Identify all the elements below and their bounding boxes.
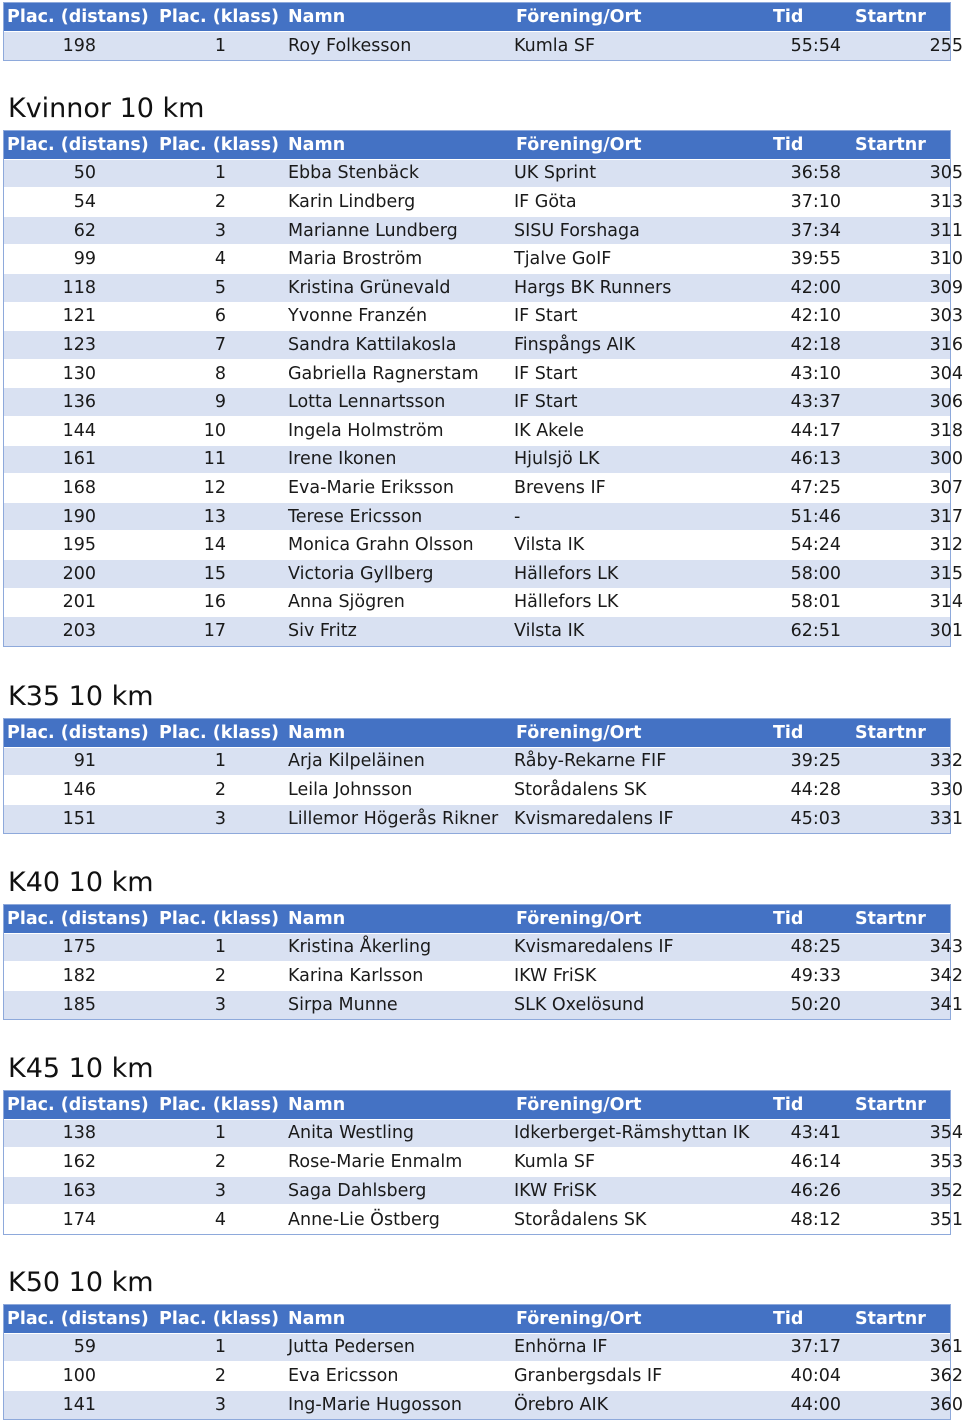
column-header-place-class: Plac. (klass) [159, 1094, 280, 1115]
table-row [4, 303, 963, 332]
cell-place-class: 11 [203, 449, 226, 470]
cell-start-number: 310 [929, 249, 963, 270]
cell-club: IKW FriSK [514, 965, 597, 986]
cell-time: 48:12 [790, 1209, 841, 1230]
cell-club: SLK Oxelösund [514, 995, 645, 1016]
table-row [4, 331, 963, 360]
cell-place-class: 15 [203, 563, 226, 584]
cell-time: 46:14 [790, 1151, 841, 1172]
cell-start-number: 306 [929, 392, 963, 413]
column-header-time: Tid [773, 908, 804, 929]
cell-name: Anita Westling [288, 1123, 415, 1144]
cell-place-class: 10 [203, 420, 226, 441]
cell-time: 37:34 [790, 220, 841, 241]
cell-name: Anna Sjögren [288, 592, 405, 613]
column-header-club: Förening/Ort [516, 722, 642, 743]
table-row [4, 1177, 963, 1206]
table-row [4, 446, 963, 475]
cell-time: 46:26 [790, 1180, 841, 1201]
cell-club: Brevens IF [514, 477, 606, 498]
column-header-time: Tid [773, 1094, 804, 1115]
cell-start-number: 352 [929, 1180, 963, 1201]
column-header-place-overall: Plac. (distans) [7, 134, 149, 155]
cell-time: 49:33 [790, 965, 841, 986]
cell-place-class: 3 [214, 220, 226, 241]
column-header-name: Namn [288, 1094, 346, 1115]
cell-name: Gabriella Ragnerstam [288, 363, 479, 384]
cell-start-number: 315 [929, 563, 963, 584]
cell-place-overall: 62 [73, 220, 96, 241]
column-header-start-number: Startnr [855, 6, 926, 27]
cell-time: 37:17 [790, 1337, 841, 1358]
cell-name: Roy Folkesson [288, 35, 412, 56]
cell-start-number: 343 [929, 937, 963, 958]
cell-name: Saga Dahlsberg [288, 1180, 427, 1201]
cell-place-overall: 163 [62, 1180, 96, 1201]
cell-name: Lillemor Högerås Rikner [288, 809, 499, 830]
cell-place-overall: 118 [62, 277, 96, 298]
cell-place-overall: 123 [62, 334, 96, 355]
cell-place-class: 4 [214, 1209, 226, 1230]
cell-name: Eva Ericsson [288, 1365, 399, 1386]
column-header-place-class: Plac. (klass) [159, 722, 280, 743]
column-header-start-number: Startnr [855, 134, 926, 155]
table-row [4, 217, 963, 246]
cell-start-number: 313 [929, 191, 963, 212]
cell-start-number: 314 [929, 592, 963, 613]
cell-place-class: 2 [214, 965, 226, 986]
cell-name: Leila Johnsson [288, 779, 413, 800]
column-header-start-number: Startnr [855, 722, 926, 743]
cell-time: 43:41 [790, 1123, 841, 1144]
cell-place-class: 14 [203, 535, 226, 556]
cell-club: Hällefors LK [514, 592, 619, 613]
table-row [4, 589, 963, 618]
column-header-place-overall: Plac. (distans) [7, 1094, 149, 1115]
column-header-time: Tid [773, 1308, 804, 1329]
cell-start-number: 301 [929, 621, 963, 642]
cell-place-overall: 121 [62, 306, 96, 327]
cell-place-overall: 146 [62, 779, 96, 800]
cell-name: Sandra Kattilakosla [288, 334, 457, 355]
cell-club: Vilsta IK [514, 621, 585, 642]
cell-place-overall: 136 [62, 392, 96, 413]
table-row [4, 188, 963, 217]
cell-place-overall: 99 [73, 249, 96, 270]
cell-place-overall: 91 [73, 751, 96, 772]
cell-time: 47:25 [790, 477, 841, 498]
cell-start-number: 361 [929, 1337, 963, 1358]
cell-start-number: 331 [929, 809, 963, 830]
cell-name: Yvonne Franzén [288, 306, 428, 327]
table-row [4, 388, 963, 417]
results-table [3, 1090, 963, 1235]
table-header-row [4, 3, 950, 32]
cell-place-overall: 198 [62, 35, 96, 56]
table-row [4, 531, 963, 560]
cell-club: Storådalens SK [514, 779, 647, 800]
cell-place-overall: 161 [62, 449, 96, 470]
column-header-club: Förening/Ort [516, 134, 642, 155]
column-header-name: Namn [288, 134, 346, 155]
cell-place-class: 1 [214, 35, 226, 56]
cell-place-overall: 190 [62, 506, 96, 527]
cell-start-number: 303 [929, 306, 963, 327]
cell-name: Karina Karlsson [288, 965, 424, 986]
cell-start-number: 354 [929, 1123, 963, 1144]
section-title: K40 10 km [8, 867, 154, 898]
table-row [4, 991, 963, 1020]
cell-place-overall: 59 [73, 1337, 96, 1358]
cell-name: Terese Ericsson [288, 506, 423, 527]
cell-name: Lotta Lennartsson [288, 392, 446, 413]
column-header-place-class: Plac. (klass) [159, 6, 280, 27]
cell-name: Kristina Åkerling [288, 937, 432, 958]
cell-place-class: 1 [214, 751, 226, 772]
cell-place-overall: 141 [62, 1395, 96, 1416]
cell-place-class: 5 [214, 277, 226, 298]
cell-start-number: 353 [929, 1151, 963, 1172]
cell-club: UK Sprint [514, 163, 597, 184]
cell-name: Siv Fritz [288, 621, 357, 642]
table-row [4, 417, 963, 446]
cell-place-class: 3 [214, 1180, 226, 1201]
column-header-place-overall: Plac. (distans) [7, 908, 149, 929]
table-row [4, 934, 963, 963]
cell-club: Örebro AIK [514, 1395, 609, 1416]
cell-club: Storådalens SK [514, 1209, 647, 1230]
cell-start-number: 341 [929, 995, 963, 1016]
cell-name: Anne-Lie Östberg [288, 1209, 440, 1230]
cell-place-class: 2 [214, 1365, 226, 1386]
cell-place-overall: 200 [62, 563, 96, 584]
table-header-row [4, 905, 950, 934]
table-row [4, 474, 963, 503]
cell-place-overall: 144 [62, 420, 96, 441]
cell-place-overall: 151 [62, 809, 96, 830]
table-row [4, 805, 963, 834]
cell-place-class: 9 [214, 392, 226, 413]
cell-start-number: 342 [929, 965, 963, 986]
cell-club: - [514, 506, 521, 527]
cell-club: IF Göta [514, 191, 577, 212]
column-header-place-class: Plac. (klass) [159, 1308, 280, 1329]
cell-place-overall: 130 [62, 363, 96, 384]
cell-start-number: 360 [929, 1395, 963, 1416]
cell-time: 54:24 [790, 535, 841, 556]
table-row [4, 160, 963, 189]
table-header-row [4, 1305, 950, 1334]
column-header-club: Förening/Ort [516, 6, 642, 27]
table-row [4, 1334, 963, 1363]
cell-start-number: 316 [929, 334, 963, 355]
table-row [4, 1120, 963, 1149]
table-row [4, 245, 963, 274]
cell-club: Hjulsjö LK [514, 449, 600, 470]
cell-time: 43:37 [790, 392, 841, 413]
cell-name: Irene Ikonen [288, 449, 397, 470]
table-row [4, 503, 963, 532]
cell-club: Kvismaredalens IF [514, 937, 674, 958]
cell-time: 42:10 [790, 306, 841, 327]
results-table [3, 1304, 963, 1420]
cell-time: 44:28 [790, 779, 841, 800]
cell-club: SISU Forshaga [514, 220, 640, 241]
table-header-row [4, 719, 950, 748]
cell-time: 40:04 [790, 1365, 841, 1386]
cell-club: Kumla SF [514, 1151, 596, 1172]
cell-place-overall: 100 [62, 1365, 96, 1386]
cell-place-class: 4 [214, 249, 226, 270]
cell-time: 58:00 [790, 563, 841, 584]
section-title: K45 10 km [8, 1053, 154, 1084]
cell-place-overall: 182 [62, 965, 96, 986]
cell-start-number: 312 [929, 535, 963, 556]
cell-time: 45:03 [790, 809, 841, 830]
cell-place-class: 2 [214, 1151, 226, 1172]
cell-time: 43:10 [790, 363, 841, 384]
cell-place-class: 6 [214, 306, 226, 327]
column-header-start-number: Startnr [855, 908, 926, 929]
cell-name: Rose-Marie Enmalm [288, 1151, 463, 1172]
cell-start-number: 330 [929, 779, 963, 800]
cell-start-number: 318 [929, 420, 963, 441]
cell-club: IF Start [514, 306, 578, 327]
table-row [4, 560, 963, 589]
cell-start-number: 351 [929, 1209, 963, 1230]
cell-time: 39:25 [790, 751, 841, 772]
column-header-time: Tid [773, 134, 804, 155]
cell-name: Marianne Lundberg [288, 220, 458, 241]
table-row [4, 617, 963, 646]
cell-club: Kvismaredalens IF [514, 809, 674, 830]
results-table [3, 2, 963, 61]
cell-place-overall: 185 [62, 995, 96, 1016]
cell-club: IK Akele [514, 420, 585, 441]
cell-place-class: 1 [214, 937, 226, 958]
column-header-start-number: Startnr [855, 1094, 926, 1115]
cell-place-overall: 168 [62, 477, 96, 498]
cell-place-overall: 162 [62, 1151, 96, 1172]
cell-time: 62:51 [790, 621, 841, 642]
section-title: K35 10 km [8, 681, 154, 712]
cell-place-overall: 201 [62, 592, 96, 613]
results-table [3, 718, 963, 834]
cell-place-overall: 195 [62, 535, 96, 556]
cell-place-overall: 174 [62, 1209, 96, 1230]
column-header-place-overall: Plac. (distans) [7, 722, 149, 743]
cell-name: Eva-Marie Eriksson [288, 477, 454, 498]
cell-place-class: 17 [203, 621, 226, 642]
cell-place-class: 1 [214, 1337, 226, 1358]
cell-time: 46:13 [790, 449, 841, 470]
cell-start-number: 362 [929, 1365, 963, 1386]
section-title: K50 10 km [8, 1267, 154, 1298]
cell-start-number: 317 [929, 506, 963, 527]
cell-club: Råby-Rekarne FIF [514, 751, 667, 772]
cell-club: Kumla SF [514, 35, 596, 56]
table-row [4, 748, 963, 777]
column-header-name: Namn [288, 722, 346, 743]
cell-time: 48:25 [790, 937, 841, 958]
cell-time: 58:01 [790, 592, 841, 613]
column-header-place-overall: Plac. (distans) [7, 6, 149, 27]
cell-place-overall: 203 [62, 621, 96, 642]
cell-place-class: 8 [214, 363, 226, 384]
cell-club: Hargs BK Runners [514, 277, 672, 298]
column-header-time: Tid [773, 6, 804, 27]
column-header-club: Förening/Ort [516, 1308, 642, 1329]
cell-place-class: 1 [214, 1123, 226, 1144]
cell-time: 39:55 [790, 249, 841, 270]
cell-start-number: 304 [929, 363, 963, 384]
table-header-row [4, 131, 950, 160]
cell-club: Idkerberget-Rämshyttan IK [514, 1123, 750, 1144]
table-row [4, 1362, 963, 1391]
cell-place-class: 1 [214, 163, 226, 184]
cell-name: Ing-Marie Hugosson [288, 1395, 462, 1416]
cell-time: 51:46 [790, 506, 841, 527]
cell-club: Vilsta IK [514, 535, 585, 556]
cell-place-class: 3 [214, 809, 226, 830]
column-header-name: Namn [288, 6, 346, 27]
cell-start-number: 311 [929, 220, 963, 241]
column-header-name: Namn [288, 1308, 346, 1329]
cell-name: Ingela Holmström [288, 420, 444, 441]
cell-place-overall: 54 [73, 191, 96, 212]
column-header-place-class: Plac. (klass) [159, 134, 280, 155]
cell-name: Ebba Stenbäck [288, 163, 419, 184]
cell-place-class: 3 [214, 995, 226, 1016]
cell-place-class: 2 [214, 191, 226, 212]
cell-time: 36:58 [790, 163, 841, 184]
cell-start-number: 255 [929, 35, 963, 56]
cell-place-class: 12 [203, 477, 226, 498]
cell-name: Victoria Gyllberg [288, 563, 434, 584]
column-header-start-number: Startnr [855, 1308, 926, 1329]
table-row [4, 274, 963, 303]
results-table [3, 904, 963, 1020]
table-row [4, 776, 963, 805]
column-header-place-class: Plac. (klass) [159, 908, 280, 929]
cell-time: 42:00 [790, 277, 841, 298]
column-header-club: Förening/Ort [516, 1094, 642, 1115]
cell-name: Kristina Grünevald [288, 277, 451, 298]
cell-place-overall: 50 [73, 163, 96, 184]
cell-place-overall: 138 [62, 1123, 96, 1144]
results-table [3, 130, 963, 647]
table-header-row [4, 1091, 950, 1120]
section-title: Kvinnor 10 km [8, 93, 205, 124]
cell-place-class: 2 [214, 779, 226, 800]
cell-name: Sirpa Munne [288, 995, 398, 1016]
cell-place-class: 13 [203, 506, 226, 527]
cell-place-overall: 175 [62, 937, 96, 958]
table-row [4, 32, 963, 61]
cell-place-class: 16 [203, 592, 226, 613]
cell-time: 42:18 [790, 334, 841, 355]
cell-name: Monica Grahn Olsson [288, 535, 474, 556]
table-row [4, 1148, 963, 1177]
cell-place-class: 3 [214, 1395, 226, 1416]
table-row [4, 360, 963, 389]
table-row [4, 1205, 963, 1234]
cell-club: Granbergsdals IF [514, 1365, 663, 1386]
cell-name: Karin Lindberg [288, 191, 416, 212]
cell-time: 44:00 [790, 1395, 841, 1416]
cell-club: Tjalve GoIF [514, 249, 612, 270]
cell-start-number: 300 [929, 449, 963, 470]
column-header-place-overall: Plac. (distans) [7, 1308, 149, 1329]
cell-club: IF Start [514, 392, 578, 413]
table-row [4, 962, 963, 991]
cell-start-number: 305 [929, 163, 963, 184]
column-header-time: Tid [773, 722, 804, 743]
column-header-club: Förening/Ort [516, 908, 642, 929]
cell-club: IKW FriSK [514, 1180, 597, 1201]
cell-club: Hällefors LK [514, 563, 619, 584]
cell-name: Jutta Pedersen [288, 1337, 416, 1358]
cell-name: Arja Kilpeläinen [288, 751, 425, 772]
cell-time: 44:17 [790, 420, 841, 441]
cell-start-number: 309 [929, 277, 963, 298]
cell-club: Enhörna IF [514, 1337, 608, 1358]
table-row [4, 1391, 963, 1420]
cell-start-number: 307 [929, 477, 963, 498]
cell-time: 50:20 [790, 995, 841, 1016]
cell-place-class: 7 [214, 334, 226, 355]
cell-club: IF Start [514, 363, 578, 384]
column-header-name: Namn [288, 908, 346, 929]
cell-name: Maria Broström [288, 249, 423, 270]
cell-start-number: 332 [929, 751, 963, 772]
cell-club: Finspångs AIK [514, 334, 636, 355]
cell-time: 55:54 [790, 35, 841, 56]
cell-time: 37:10 [790, 191, 841, 212]
